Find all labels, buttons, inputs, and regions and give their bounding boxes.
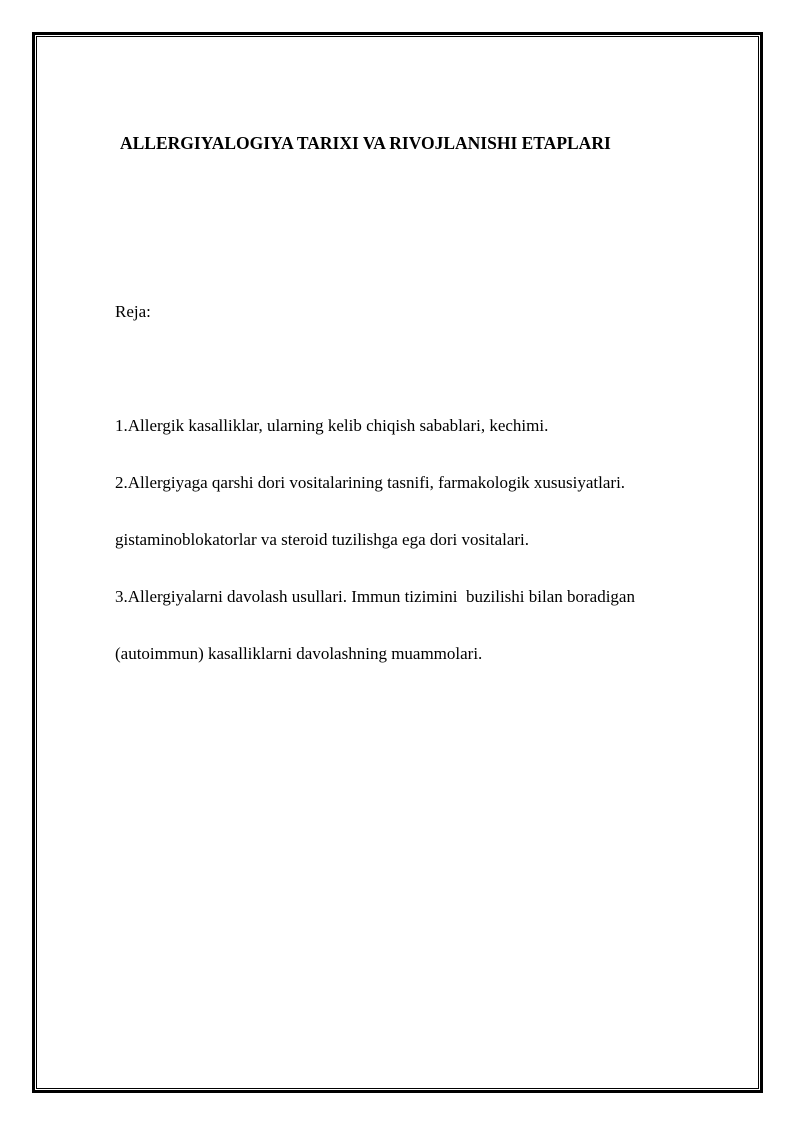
plan-item-2: 2.Allergiyaga qarshi dori vositalarining tasnifi, farmakologik xususiyatlari. bbox=[115, 473, 626, 492]
plan-item-3-continuation: (autoimmun) kasalliklarni davolashning muammolari. bbox=[115, 644, 483, 663]
document-title: ALLERGIYALOGIYA TARIXI VA RIVOJLANISHI ETAPLARI bbox=[120, 133, 611, 153]
plan-heading: Reja: bbox=[115, 302, 151, 321]
plan-item-1: 1.Allergik kasalliklar, ularning kelib chiqish sabablari, kechimi. bbox=[115, 416, 549, 435]
plan-item-3: 3.Allergiyalarni davolash usullari. Immun tizimini buzilishi bilan boradigan bbox=[115, 587, 635, 606]
page-border bbox=[32, 32, 763, 1093]
plan-item-2-continuation: gistaminoblokatorlar va steroid tuzilishga ega dori vositalari. bbox=[115, 530, 530, 549]
